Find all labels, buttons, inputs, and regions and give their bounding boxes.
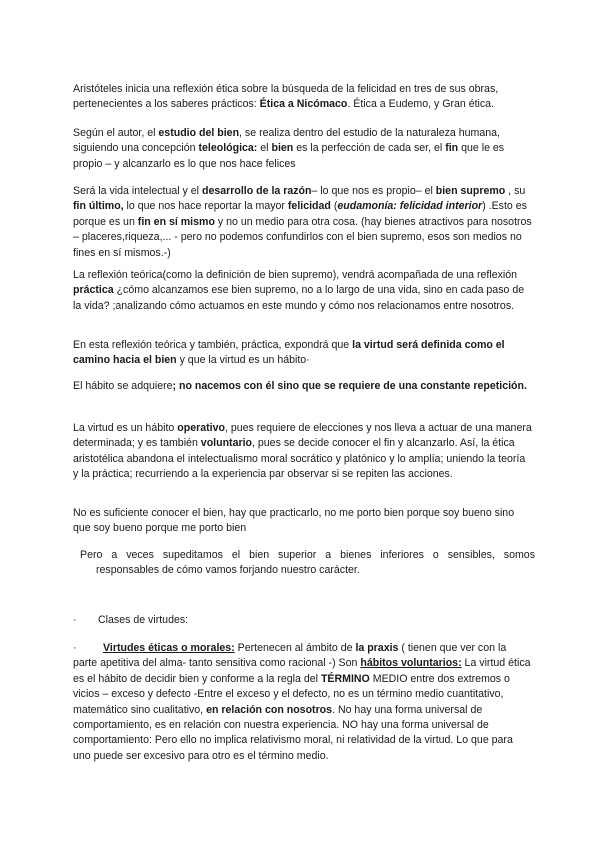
text-run: Aristóteles inicia una reflexión ética sobre la búsqueda de la felicidad en tres de sus obras, pertenecientes a los saberes prácticos:	[73, 83, 499, 111]
list-item-text	[73, 641, 533, 764]
bold-text: bien supremo	[435, 185, 506, 197]
text-run: es la perfección de cada ser, el	[293, 142, 446, 155]
text-run: y no un medio para otra cosa. (hay bienes atractivos para nosotros – placeres,riqueza,... - pero no podemos confundirlos con el bien supremo, esos son medios no fines en sí mismos.-)	[73, 215, 532, 259]
text-run: ( tienen que ver con la parte apetitiva del alma- tanto sensitiva como racional -) Son	[73, 642, 507, 670]
bold-text: bien	[271, 142, 294, 155]
bold-text: práctica	[73, 284, 114, 297]
bold-text: la virtud será definida como el camino hacia el bien	[73, 339, 505, 367]
bold-text: estudio del bien	[158, 127, 240, 139]
text-run: y que la virtud es un hábito·	[176, 354, 310, 367]
bold-text: desarrollo de la razón	[201, 185, 312, 197]
text-run: MEDIO entre dos extremos o vicios – exceso y defecto -Entre el exceso y el defecto, no es un término medio cuantitativo, matemático sino cualitativo,	[73, 672, 510, 716]
text-run: La virtud es un hábito	[73, 422, 178, 434]
text-run: , pues requiere de elecciones y nos lleva a actuar de una manera determinada; y es también	[73, 422, 532, 450]
bold-text: ; no nacemos con él sino que se requiere de una constante repetición.	[172, 380, 527, 392]
list-item-clases	[73, 613, 533, 629]
text-run: . No hay una forma universal de comportamiento, es en relación con nuestra experiencia. NO hay una forma universal de comportamiento: Pero ello no implica relativismo moral, ni relatividad de la virtud. Lo que para uno puede ser excesivo para otro es el término medio.	[73, 703, 513, 762]
text-run: El hábito se adquiere	[73, 380, 173, 392]
text-run: La reflexión teórica(como la definición de bien supremo), vendrá acompañada de una reflexión	[73, 269, 518, 281]
bold-italic-text: eudamonía: felicidad interior	[337, 200, 483, 213]
text-run: La virtud ética es el hábito de decidir bien y conforme a la regla del	[73, 657, 531, 685]
paragraph-intro	[73, 82, 533, 113]
paragraph-virtud-camino	[73, 338, 533, 369]
text-run: Pero a veces supeditamos el bien superior a bienes inferiores o sensibles, somos	[80, 549, 535, 561]
bold-text: en relación con nosotros	[206, 703, 333, 716]
text-run: En esta reflexión teórica y también, práctica, expondrá que	[73, 339, 353, 351]
text-run: , se realiza dentro del estudio de la naturaleza humana, siguiendo una concepción	[73, 127, 500, 155]
list-item-label: Clases de virtudes:	[98, 614, 189, 626]
bold-text: TÉRMINO	[320, 672, 370, 685]
bold-text: Ética a Nicómaco	[259, 98, 348, 111]
text-run: el	[257, 142, 272, 155]
paragraph-habito	[73, 379, 533, 394]
text-run: Según el autor, el	[73, 127, 159, 139]
bold-text: voluntario	[200, 437, 253, 450]
bold-underlined-text: hábitos voluntarios:	[360, 657, 462, 670]
bold-text: la praxis	[355, 642, 399, 654]
text-run: Será la vida intelectual y el	[73, 185, 202, 197]
bold-text: fin	[445, 142, 459, 155]
list-item-virtudes-eticas	[73, 641, 533, 771]
paragraph-caracter	[80, 548, 535, 579]
text-run: responsables de cómo vamos forjando nuestro carácter.	[96, 564, 360, 577]
bold-text: teleológica:	[198, 142, 258, 155]
text-run: . Ética a Eudemo, y Gran ética.	[347, 98, 495, 111]
bold-underlined-text: Virtudes éticas o morales:	[103, 642, 235, 654]
text-run: Pertenecen al ámbito de	[234, 642, 356, 654]
bold-text: fin en sí mismo	[137, 215, 215, 228]
paragraph-reflexion-teorica	[73, 268, 533, 314]
bullet-icon: ·	[73, 614, 77, 626]
bullet-icon: ·	[73, 642, 77, 654]
text-run: , pues se decide conocer el fin y alcanzarlo. Así, la ética aristotélica abandona el intelectualismo moral socrático y platónico y lo amplía; uniendo la teoría y la práctica; recurriendo a la experiencia par observar si se repiten las acciones.	[73, 437, 526, 481]
bold-text: operativo	[177, 422, 225, 434]
text-run: – lo que nos es propio– el	[311, 185, 436, 197]
paragraph-vida-intelectual	[73, 184, 533, 261]
text-run: , su	[505, 185, 526, 197]
bold-text: felicidad	[287, 200, 331, 213]
text-run: que le es propio – y alcanzarlo es lo que nos hace felices	[73, 142, 505, 170]
text-run: ¿cómo alcanzamos ese bien supremo, no a lo largo de una vida, sino en cada paso de la vida? ;analizando cómo actuamos en este mundo y cómo nos relacionamos entre nosotros.	[73, 284, 525, 312]
text-run: ) .Esto es porque es un	[73, 200, 527, 228]
text-run: No es suficiente conocer el bien, hay que practicarlo, no me porto bien porque soy bueno sino que soy bueno porque me porto bien	[73, 507, 515, 535]
paragraph-practicar-bien	[73, 506, 533, 537]
paragraph-estudio-del-bien	[73, 126, 533, 172]
bold-text: fin último,	[73, 200, 124, 213]
text-run: lo que nos hace reportar la mayor	[123, 200, 288, 213]
text-run: (	[330, 200, 338, 213]
paragraph-virtud-operativa	[73, 421, 533, 483]
